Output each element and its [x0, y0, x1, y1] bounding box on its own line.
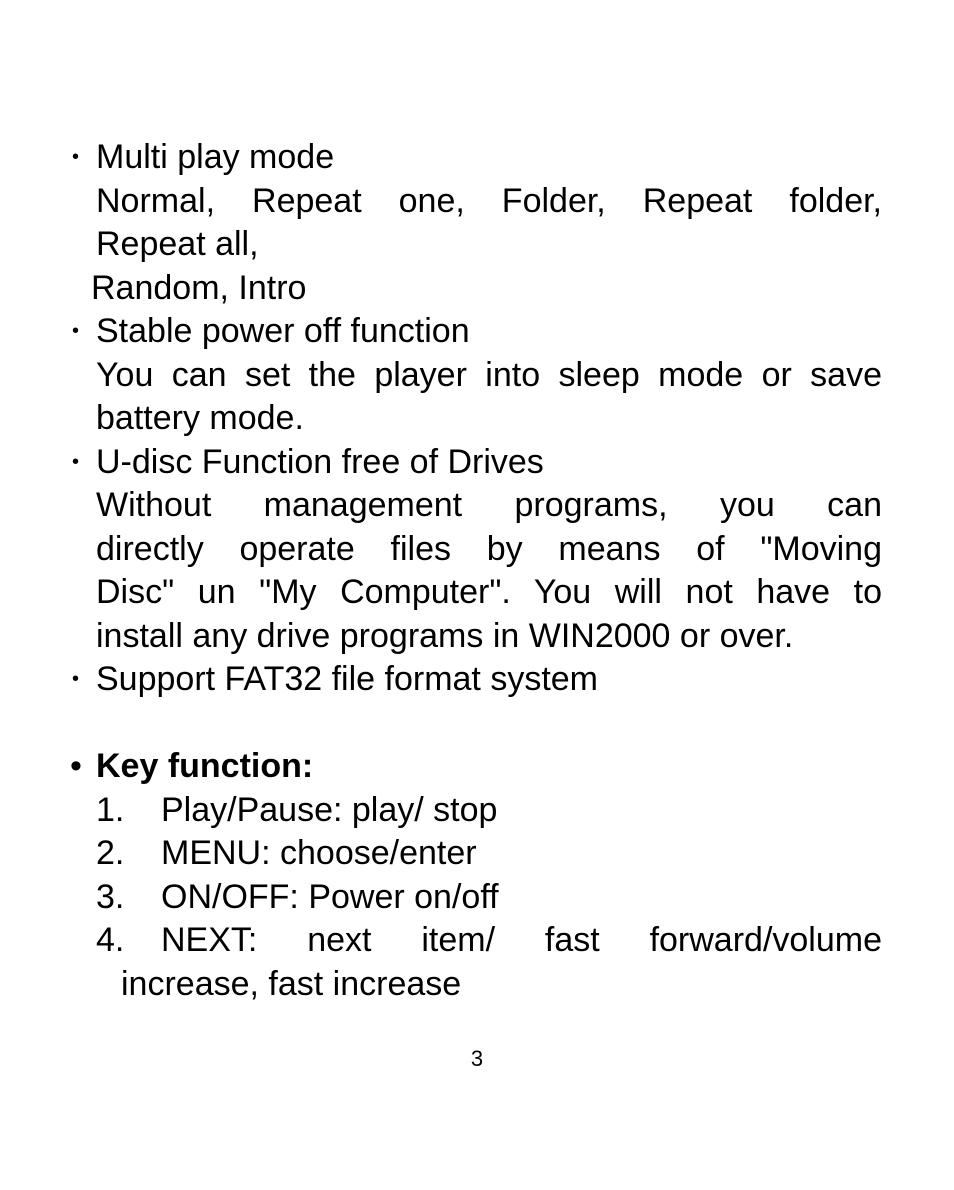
- item-number: 3.: [96, 877, 125, 916]
- feature-description-line: install any drive programs in WIN2000 or over.: [96, 616, 794, 655]
- feature-description-line: Disc" un "My Computer". You will not have to: [96, 573, 882, 611]
- bullet-icon: •: [72, 450, 80, 473]
- bullet-icon: •: [72, 320, 80, 342]
- feature-multi-play-mode: [72, 136, 882, 310]
- item-number: 1.: [96, 790, 125, 829]
- item-text: ON/OFF: Power on/off: [161, 877, 499, 916]
- key-function-section: [70, 745, 882, 1006]
- feature-u-disc-function: [72, 441, 882, 659]
- feature-title: Support FAT32 file format system: [96, 660, 598, 698]
- feature-description-line: You can set the player into sleep mode or save: [96, 355, 882, 394]
- item-text: Play/Pause: play/ stop: [161, 790, 498, 829]
- page-content: [70, 136, 882, 1006]
- feature-description-line: Without management programs, you can: [96, 486, 882, 524]
- item-number: 2.: [96, 834, 125, 872]
- feature-title: Stable power off function: [96, 312, 470, 350]
- feature-description-line: directly operate files by means of "Moving: [96, 529, 882, 568]
- feature-title: U-disc Function free of Drives: [96, 442, 544, 481]
- feature-description-line: Repeat all,: [96, 225, 259, 263]
- bullet-icon: •: [70, 747, 82, 785]
- key-function-item: [96, 789, 882, 833]
- item-text: NEXT: next item/ fast forward/volume: [161, 921, 882, 959]
- bullet-icon: •: [72, 146, 80, 168]
- key-function-item: [96, 832, 882, 876]
- item-text: MENU: choose/enter: [161, 834, 477, 872]
- feature-description-line: Random, Intro: [91, 268, 307, 307]
- item-number: 4.: [96, 921, 125, 959]
- feature-description-line: battery mode.: [96, 399, 304, 437]
- bullet-icon: •: [72, 668, 80, 690]
- section-heading: Key function:: [96, 747, 314, 785]
- section-spacer: [96, 702, 882, 746]
- item-text-continuation: increase, fast increase: [121, 964, 462, 1003]
- key-function-item: [96, 876, 882, 920]
- feature-description-line: Normal, Repeat one, Folder, Repeat folder,: [96, 181, 882, 220]
- feature-fat32-support: [72, 658, 882, 702]
- feature-title: Multi play mode: [96, 138, 335, 176]
- key-function-item: [96, 919, 882, 963]
- page-number: 3: [470, 1046, 484, 1071]
- feature-stable-power-off: [72, 310, 882, 441]
